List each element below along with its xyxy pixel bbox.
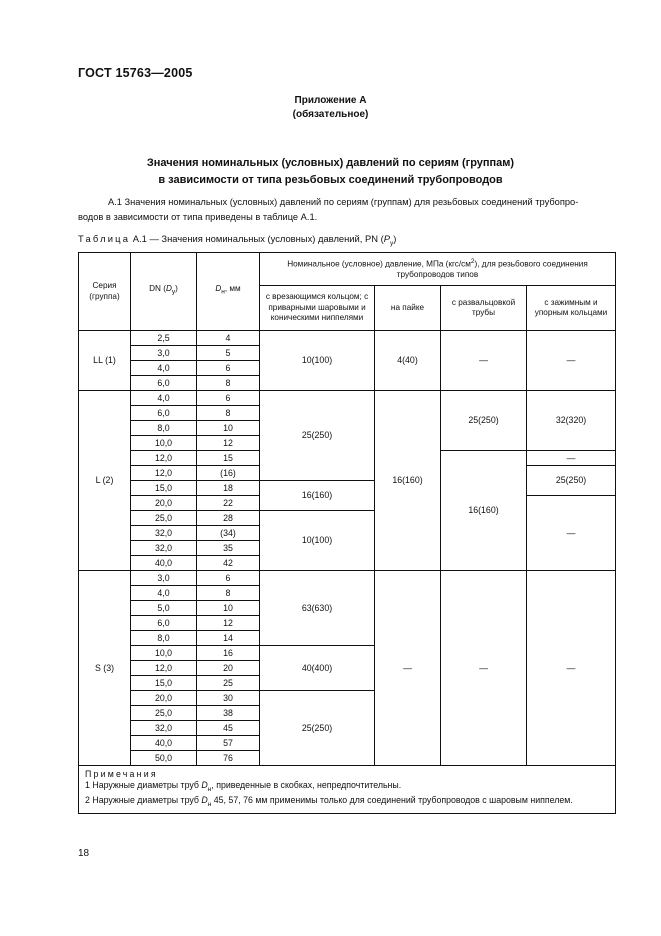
dn-cell: 8,0 — [131, 631, 197, 646]
note-2-var: D — [201, 794, 208, 805]
dn-cell: 25,0 — [131, 706, 197, 721]
dh-cell: 6 — [197, 391, 260, 406]
dh-cell: 6 — [197, 361, 260, 376]
l-flared-value-a: 25(250) — [441, 391, 527, 451]
l-solder-value: 16(160) — [375, 391, 441, 571]
dh-cell: 28 — [197, 511, 260, 526]
table-row — [79, 331, 616, 346]
dn-cell: 50,0 — [131, 751, 197, 766]
dn-cell: 4,0 — [131, 586, 197, 601]
header-dn-label: DN ( — [149, 284, 166, 294]
document-code: ГОСТ 15763—2005 — [78, 66, 193, 80]
header-pressure-text-2: ), для резьбового соединения трубопроводов типов — [396, 259, 588, 280]
intro-paragraph — [78, 195, 615, 225]
l-cutting-ring-value-c: 10(100) — [260, 511, 375, 571]
dn-cell: 12,0 — [131, 661, 197, 676]
dn-cell: 40,0 — [131, 556, 197, 571]
header-pressure-sup: 2 — [470, 258, 475, 266]
l-cutting-ring-value-b: 16(160) — [260, 481, 375, 511]
note-1-text-a: 1 Наружные диаметры труб — [85, 780, 202, 790]
dn-cell: 8,0 — [131, 421, 197, 436]
dn-cell: 15,0 — [131, 481, 197, 496]
note-2 — [85, 795, 609, 810]
dn-cell: 4,0 — [131, 391, 197, 406]
series-cell-ll: LL (1) — [79, 331, 131, 391]
l-clamp-value-b: — — [527, 451, 616, 466]
dh-cell: (16) — [197, 466, 260, 481]
dh-cell: 12 — [197, 616, 260, 631]
dh-cell: 10 — [197, 601, 260, 616]
dh-cell: 25 — [197, 676, 260, 691]
dh-cell: 8 — [197, 406, 260, 421]
dn-cell: 2,5 — [131, 331, 197, 346]
dn-cell: 40,0 — [131, 736, 197, 751]
table-caption-text: А.1 — Значения номинальных (условных) давлений, PN ( — [132, 233, 384, 244]
ll-flared-value: — — [441, 331, 527, 391]
header-series: Серия (группа) — [79, 253, 131, 331]
s-solder-value: — — [375, 571, 441, 766]
table-caption-close: ) — [393, 233, 397, 244]
dh-cell: 5 — [197, 346, 260, 361]
table-caption — [78, 233, 396, 247]
ll-solder-value: 4(40) — [375, 331, 441, 391]
header-dn-var: D — [165, 284, 172, 294]
note-1-text-b: , приведенные в скобках, непредпочтительны. — [211, 780, 402, 790]
intro-paragraph-line-1: А.1 Значения номинальных (условных) давлений по сериям (группам) для резьбовых соединений трубопро- — [108, 197, 579, 207]
dn-cell: 10,0 — [131, 646, 197, 661]
dn-cell: 32,0 — [131, 526, 197, 541]
dn-cell: 3,0 — [131, 571, 197, 586]
dh-cell: 22 — [197, 496, 260, 511]
dh-cell: 20 — [197, 661, 260, 676]
dn-cell: 10,0 — [131, 436, 197, 451]
dh-cell: 18 — [197, 481, 260, 496]
dh-cell: 6 — [197, 571, 260, 586]
dh-cell: 30 — [197, 691, 260, 706]
dn-cell: 5,0 — [131, 601, 197, 616]
dh-cell: 57 — [197, 736, 260, 751]
header-dh-sub: н — [221, 289, 225, 297]
section-heading-line-1: Значения номинальных (условных) давлений по сериям (группам) — [146, 157, 515, 169]
table-row — [79, 571, 616, 586]
dn-cell: 20,0 — [131, 691, 197, 706]
table-notes — [79, 766, 616, 814]
dn-cell: 20,0 — [131, 496, 197, 511]
dh-cell: 45 — [197, 721, 260, 736]
dh-cell: 10 — [197, 421, 260, 436]
l-cutting-ring-value-a: 25(250) — [260, 391, 375, 481]
dn-cell: 6,0 — [131, 616, 197, 631]
dh-cell: 8 — [197, 586, 260, 601]
s-flared-value: — — [441, 571, 527, 766]
s-cutting-ring-value-c: 25(250) — [260, 691, 375, 766]
header-dn-close: ) — [175, 284, 178, 294]
dh-cell: (34) — [197, 526, 260, 541]
dn-cell: 12,0 — [131, 466, 197, 481]
dn-cell: 25,0 — [131, 511, 197, 526]
appendix-title: Приложение А — [294, 95, 367, 106]
dh-cell: 4 — [197, 331, 260, 346]
note-1 — [85, 780, 609, 795]
dn-cell: 32,0 — [131, 541, 197, 556]
dn-cell: 12,0 — [131, 451, 197, 466]
pressure-table — [78, 252, 616, 814]
header-solder: на пайке — [375, 286, 441, 331]
dh-cell: 16 — [197, 646, 260, 661]
header-dh — [197, 253, 260, 331]
dh-cell: 15 — [197, 451, 260, 466]
header-pressure-text-1: Номинальное (условное) давление, МПа (кгс/см — [287, 259, 471, 269]
table-caption-word: Таблица — [78, 233, 131, 244]
dn-cell: 6,0 — [131, 406, 197, 421]
series-cell-l: L (2) — [79, 391, 131, 571]
header-cutting-ring: с врезающимся кольцом; с приварными шаровыми и коническими ниппелями — [260, 286, 375, 331]
appendix-status: (обязательное) — [292, 109, 369, 120]
s-cutting-ring-value-b: 40(400) — [260, 646, 375, 691]
header-dh-unit: , мм — [224, 284, 241, 294]
series-cell-s: S (3) — [79, 571, 131, 766]
note-1-var: D — [201, 780, 208, 790]
header-pressure-group — [260, 253, 616, 286]
table-caption-sub: у — [390, 239, 394, 247]
l-clamp-value-d: — — [527, 496, 616, 571]
l-flared-value-b: 16(160) — [441, 451, 527, 571]
dn-cell: 15,0 — [131, 676, 197, 691]
notes-title: Примечания — [85, 769, 158, 779]
note-2-text-b: 45, 57, 76 мм применимы только для соединений трубопроводов с шаровым ниппелем. — [211, 794, 573, 805]
table-caption-var: P — [383, 233, 391, 244]
s-cutting-ring-value-a: 63(630) — [260, 571, 375, 646]
note-2-text-a: 2 Наружные диаметры труб — [85, 794, 202, 805]
note-2-sub: н — [207, 800, 212, 808]
header-dh-var: D — [215, 284, 222, 294]
page-number: 18 — [78, 848, 90, 859]
dh-cell: 12 — [197, 436, 260, 451]
dh-cell: 38 — [197, 706, 260, 721]
dn-cell: 6,0 — [131, 376, 197, 391]
s-clamp-value: — — [527, 571, 616, 766]
dh-cell: 8 — [197, 376, 260, 391]
table-row — [79, 391, 616, 406]
section-heading-line-2: в зависимости от типа резьбовых соединений трубопроводов — [158, 174, 503, 186]
l-clamp-value-a: 32(320) — [527, 391, 616, 451]
header-dn-sub: у — [171, 289, 176, 297]
dh-cell: 42 — [197, 556, 260, 571]
ll-cutting-ring-value: 10(100) — [260, 331, 375, 391]
dh-cell: 14 — [197, 631, 260, 646]
dn-cell: 32,0 — [131, 721, 197, 736]
dh-cell: 35 — [197, 541, 260, 556]
header-flared: с развальцовкой трубы — [441, 286, 527, 331]
l-clamp-value-c: 25(250) — [527, 466, 616, 496]
header-clamp: с зажимным и упорным кольцами — [527, 286, 616, 331]
dn-cell: 4,0 — [131, 361, 197, 376]
dh-cell: 76 — [197, 751, 260, 766]
intro-paragraph-line-2: водов в зависимости от типа приведены в таблице А.1. — [78, 212, 318, 222]
note-1-sub: н — [207, 785, 212, 793]
dn-cell: 3,0 — [131, 346, 197, 361]
ll-clamp-value: — — [527, 331, 616, 391]
header-dn — [131, 253, 197, 331]
